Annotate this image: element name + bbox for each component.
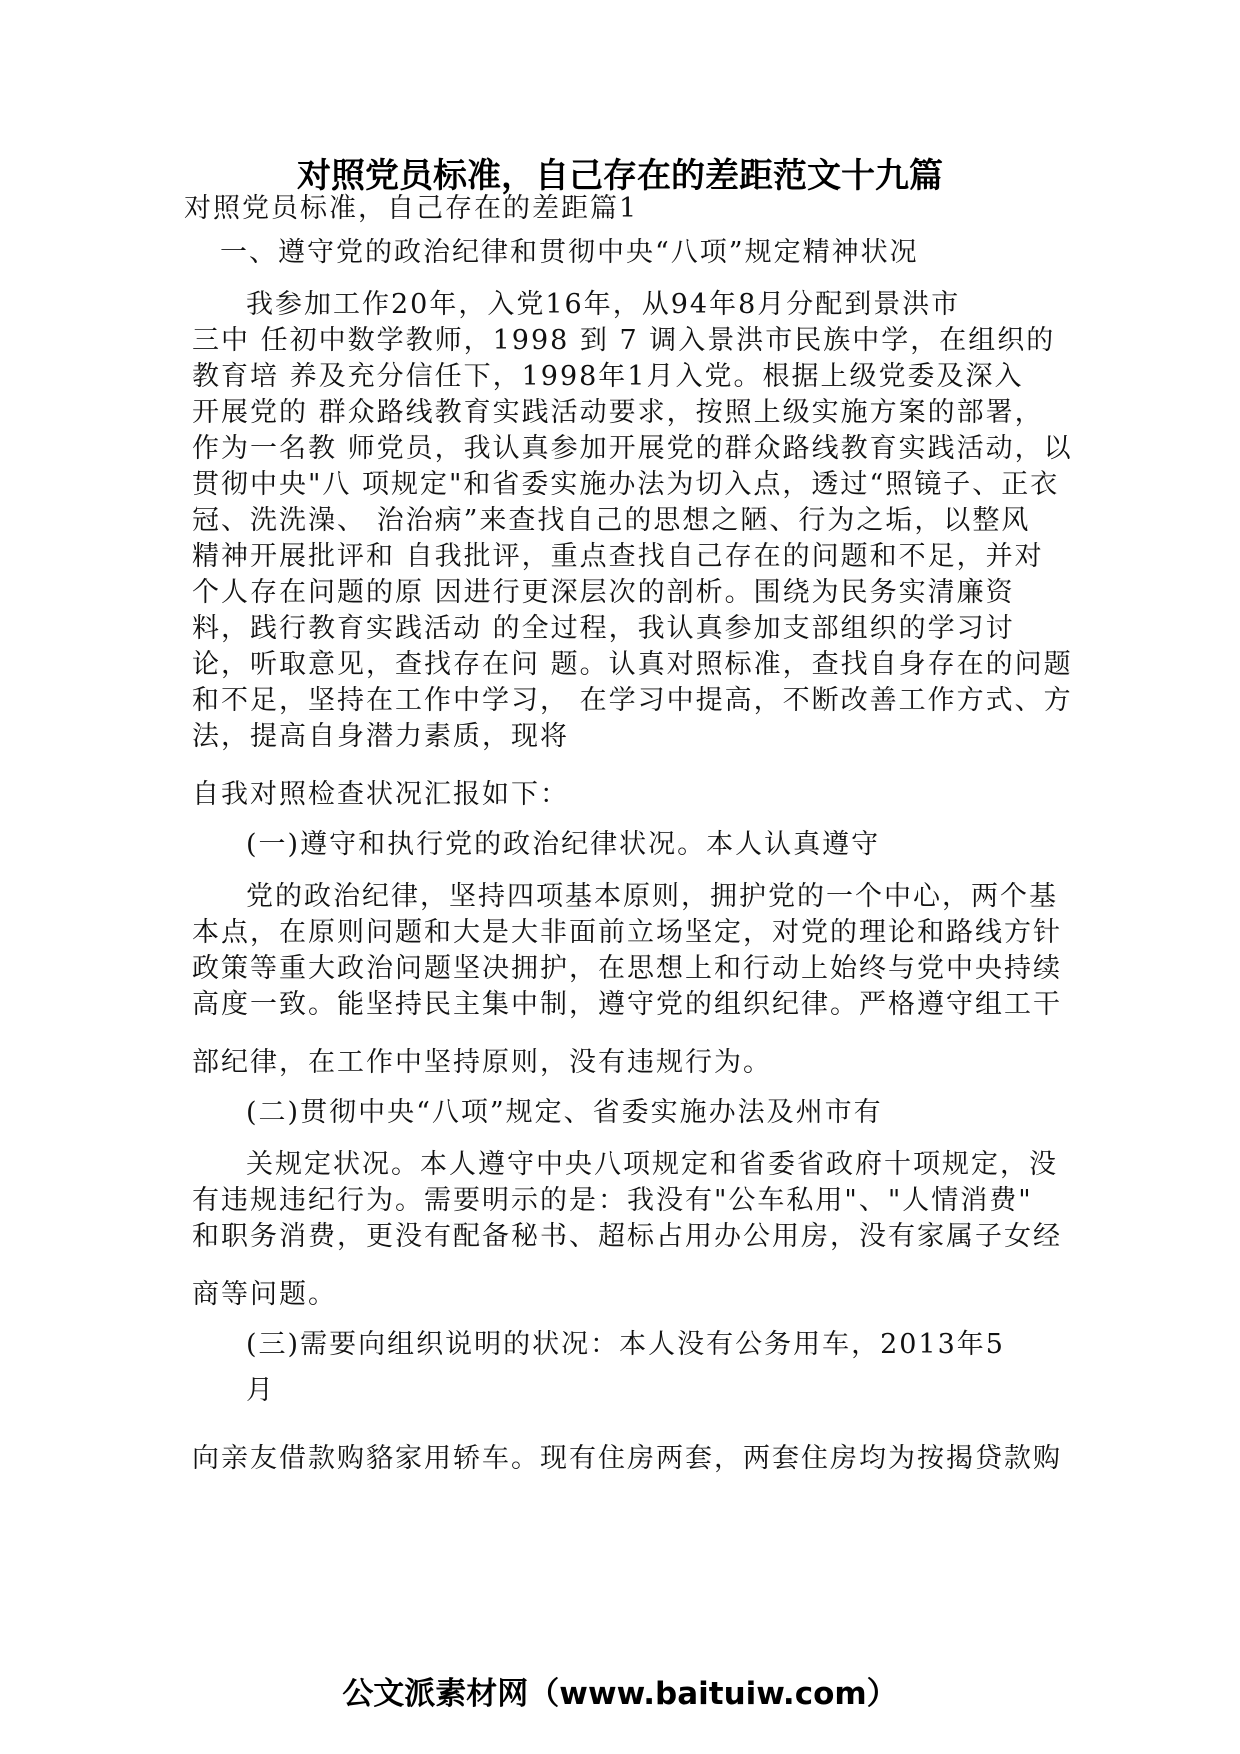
paragraph-line: 部纪律，在工作中坚持原则，没有违规行为。 [192,1047,772,1078]
document-title: 对照党员标准，自己存在的差距范文十九篇 [297,156,943,196]
paragraph-line: 法，提高自身潜力素质，现将 [192,721,569,752]
paragraph-line: 本点，在原则问题和大是大非面前立场坚定，对党的理论和路线方针 [192,917,1062,948]
paragraph-line: 政策等重大政治问题坚决拥护，在思想上和行动上始终与党中央持续 [192,953,1062,984]
paragraph-line: 论，听取意见，查找存在问 题。认真对照标准，查找自身存在的问题 [192,649,1073,680]
paragraph-line: 向亲友借款购貉家用轿车。现有住房两套，两套住房均为按揭贷款购 [192,1443,1062,1474]
page-footer: 公文派素材网（www.baituiw.com） [342,1676,898,1712]
paragraph-line: 有违规违纪行为。需要明示的是：我没有"公车私用"、"人情消费" [192,1185,1033,1216]
paragraph-line: 三中 任初中数学教师，1998 到 7 调入景洪市民族中学，在组织的 [192,325,1056,356]
paragraph-line: 高度一致。能坚持民主集中制，遵守党的组织纪律。严格遵守组工干 [192,989,1062,1020]
paragraph-line: 党的政治纪律，坚持四项基本原则，拥护党的一个中心，两个基 [246,881,1058,912]
section-heading: 对照党员标准，自己存在的差距篇1 [184,193,639,224]
paragraph-line: 自我对照检查状况汇报如下： [192,779,569,810]
paragraph-line: 冠、洗洗澡、 治治病”来查找自己的思想之陋、行为之垢，以整风 [192,505,1031,536]
paragraph-line: 个人存在问题的原 因进行更深层次的剖析。围绕为民务实清廉资 [192,577,1015,608]
subsection-heading: (一)遵守和执行党的政治纪律状况。本人认真遵守 [246,829,881,860]
subsection-heading: (三)需要向组织说明的状况：本人没有公务用车，2013年5 [246,1329,1005,1360]
paragraph-line: 开展党的 群众路线教育实践活动要求，按照上级实施方案的部署， [192,397,1044,428]
paragraph-line: 贯彻中央"八 项规定"和省委实施办法为切入点，透过“照镜子、正衣 [192,469,1060,500]
paragraph-line: 作为一名教 师党员，我认真参加开展党的群众路线教育实践活动，以 [192,433,1073,464]
paragraph-line: 我参加工作20年，入党16年，从94年8月分配到景洪市 [246,289,961,320]
paragraph-line: 和职务消费，更没有配备秘书、超标占用办公用房，没有家属子女经 [192,1221,1062,1252]
paragraph-line: 月 [246,1375,275,1406]
paragraph-line: 关规定状况。本人遵守中央八项规定和省委省政府十项规定，没 [246,1149,1058,1180]
subsection-heading: 一、遵守党的政治纪律和贯彻中央“八项”规定精神状况 [220,237,919,268]
paragraph-line: 教育培 养及充分信任下，1998年1月入党。根据上级党委及深入 [192,361,1024,392]
paragraph-line: 料，践行教育实践活动 的全过程，我认真参加支部组织的学习讨 [192,613,1015,644]
paragraph-line: 商等问题。 [192,1279,337,1310]
subsection-heading: (二)贯彻中央“八项”规定、省委实施办法及州市有 [246,1097,883,1128]
paragraph-line: 和不足，坚持在工作中学习， 在学习中提高，不断改善工作方式、方 [192,685,1073,716]
paragraph-line: 精神开展批评和 自我批评，重点查找自己存在的问题和不足，并对 [192,541,1044,572]
